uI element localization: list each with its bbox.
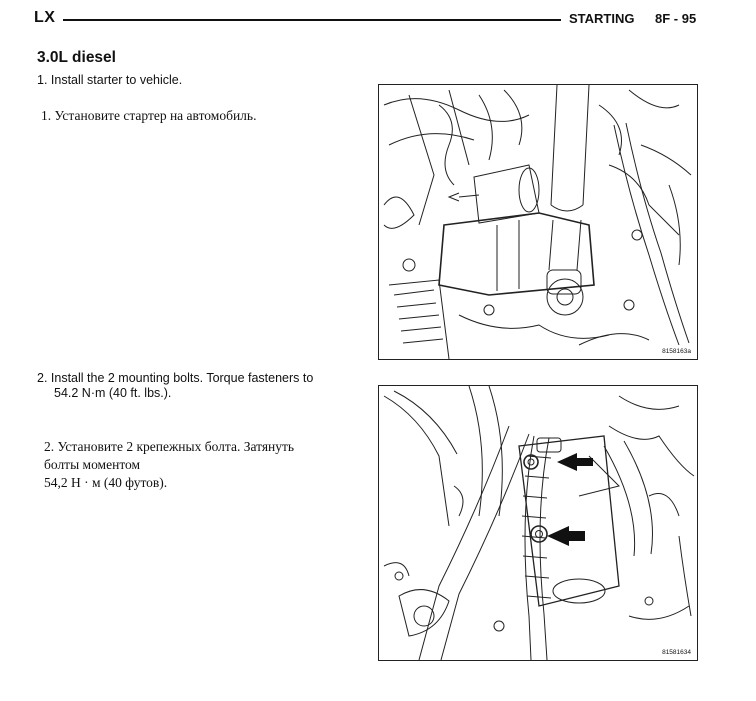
figure-mounting-bolts (378, 385, 698, 661)
figure-code: 8158163a (662, 348, 691, 355)
step-2-russian-line-3: 54,2 Н · м (40 футов). (44, 475, 168, 490)
step-2-russian-line-2: болты моментом (44, 457, 141, 472)
starter-illustration (379, 85, 697, 359)
header-section: STARTING (569, 11, 635, 26)
step-2-english-line-1: 2. Install the 2 mounting bolts. Torque fasteners to (37, 371, 314, 385)
step-2-english-line-2: 54.2 N·m (40 ft. lbs.). (54, 386, 172, 400)
header-rule (63, 19, 561, 21)
arrow-upper-bolt (557, 453, 593, 471)
step-2-russian (44, 438, 344, 492)
figure-starter-installed (378, 84, 698, 360)
header-page-number: 8F - 95 (655, 11, 697, 26)
section-title: 3.0L diesel (37, 49, 116, 66)
mounting-bolts-illustration (379, 386, 697, 660)
step-1-english: 1. Install starter to vehicle. (37, 73, 183, 87)
figure-code: 81581634 (662, 649, 691, 656)
header-model: LX (34, 9, 56, 26)
step-1-russian: 1. Установите стартер на автомобиль. (41, 108, 257, 123)
step-2-english (37, 371, 350, 401)
step-2-russian-line-1: 2. Установите 2 крепежных болта. Затянуть (44, 439, 295, 454)
arrow-lower-bolt (547, 526, 585, 546)
